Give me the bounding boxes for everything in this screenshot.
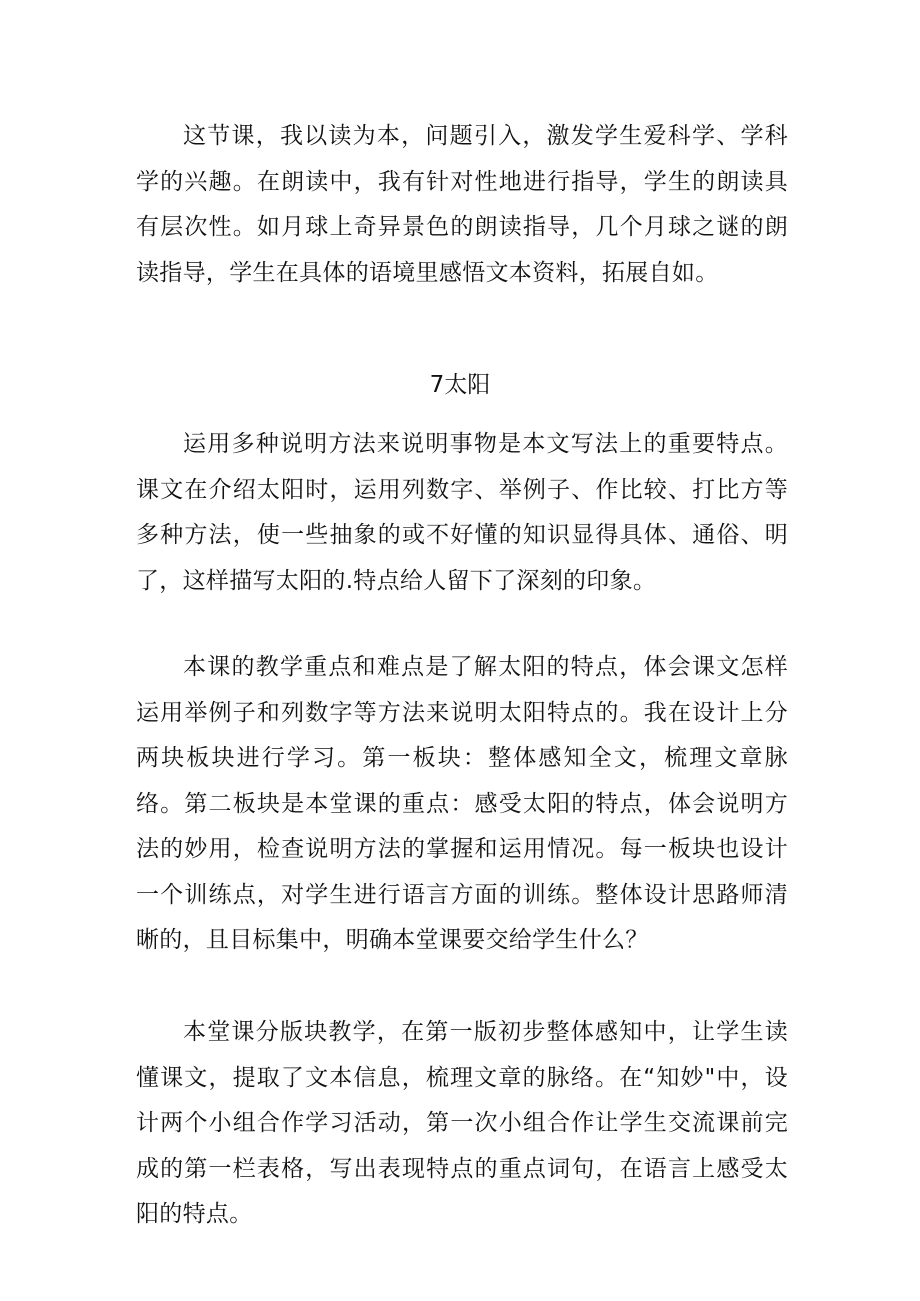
body-paragraph: 本课的教学重点和难点是了解太阳的特点，体会课文怎样运用举例子和列数字等方法来说明太阳特点的。我在设计上分两块板块进行学习。第一板块：整体感知全文，梳理文章脉络。第二板块是本堂课的重点：感受太阳的特点，体会说明方法的妙用，检查说明方法的掌握和运用情况。每一板块也设计一个训练点，对学生进行语言方面的训练。整体设计思路师清晰的，且目标集中，明确本堂课要交给学生什么？ xyxy=(136,654,788,953)
intro-paragraph: 这节课，我以读为本，问题引入，激发学生爱科学、学科学的兴趣。在朗读中，我有针对性地进行指导，学生的朗读具有层次性。如月球上奇异景色的朗读指导，几个月球之谜的朗读指导，学生在具体的语境里感悟文本资料，拓展自如。 xyxy=(136,123,788,286)
section-title: 7太阳 xyxy=(429,372,491,398)
body-paragraph: 本堂课分版块教学，在第一版初步整体感知中，让学生读懂课文，提取了文本信息，梳理文章的脉络。在“知妙"中，设计两个小组合作学习活动，第一次小组合作让学生交流课前完成的第一栏表格，写出表现特点的重点词句，在语言上感受太阳的特点。 xyxy=(136,1019,788,1227)
body-paragraph: 运用多种说明方法来说明事物是本文写法上的重要特点。课文在介绍太阳时，运用列数字、举例子、作比较、打比方等多种方法，使一些抽象的或不好懂的知识显得具体、通俗、明了，这样描写太阳的.特点给人留下了深刻的印象。 xyxy=(136,431,788,594)
